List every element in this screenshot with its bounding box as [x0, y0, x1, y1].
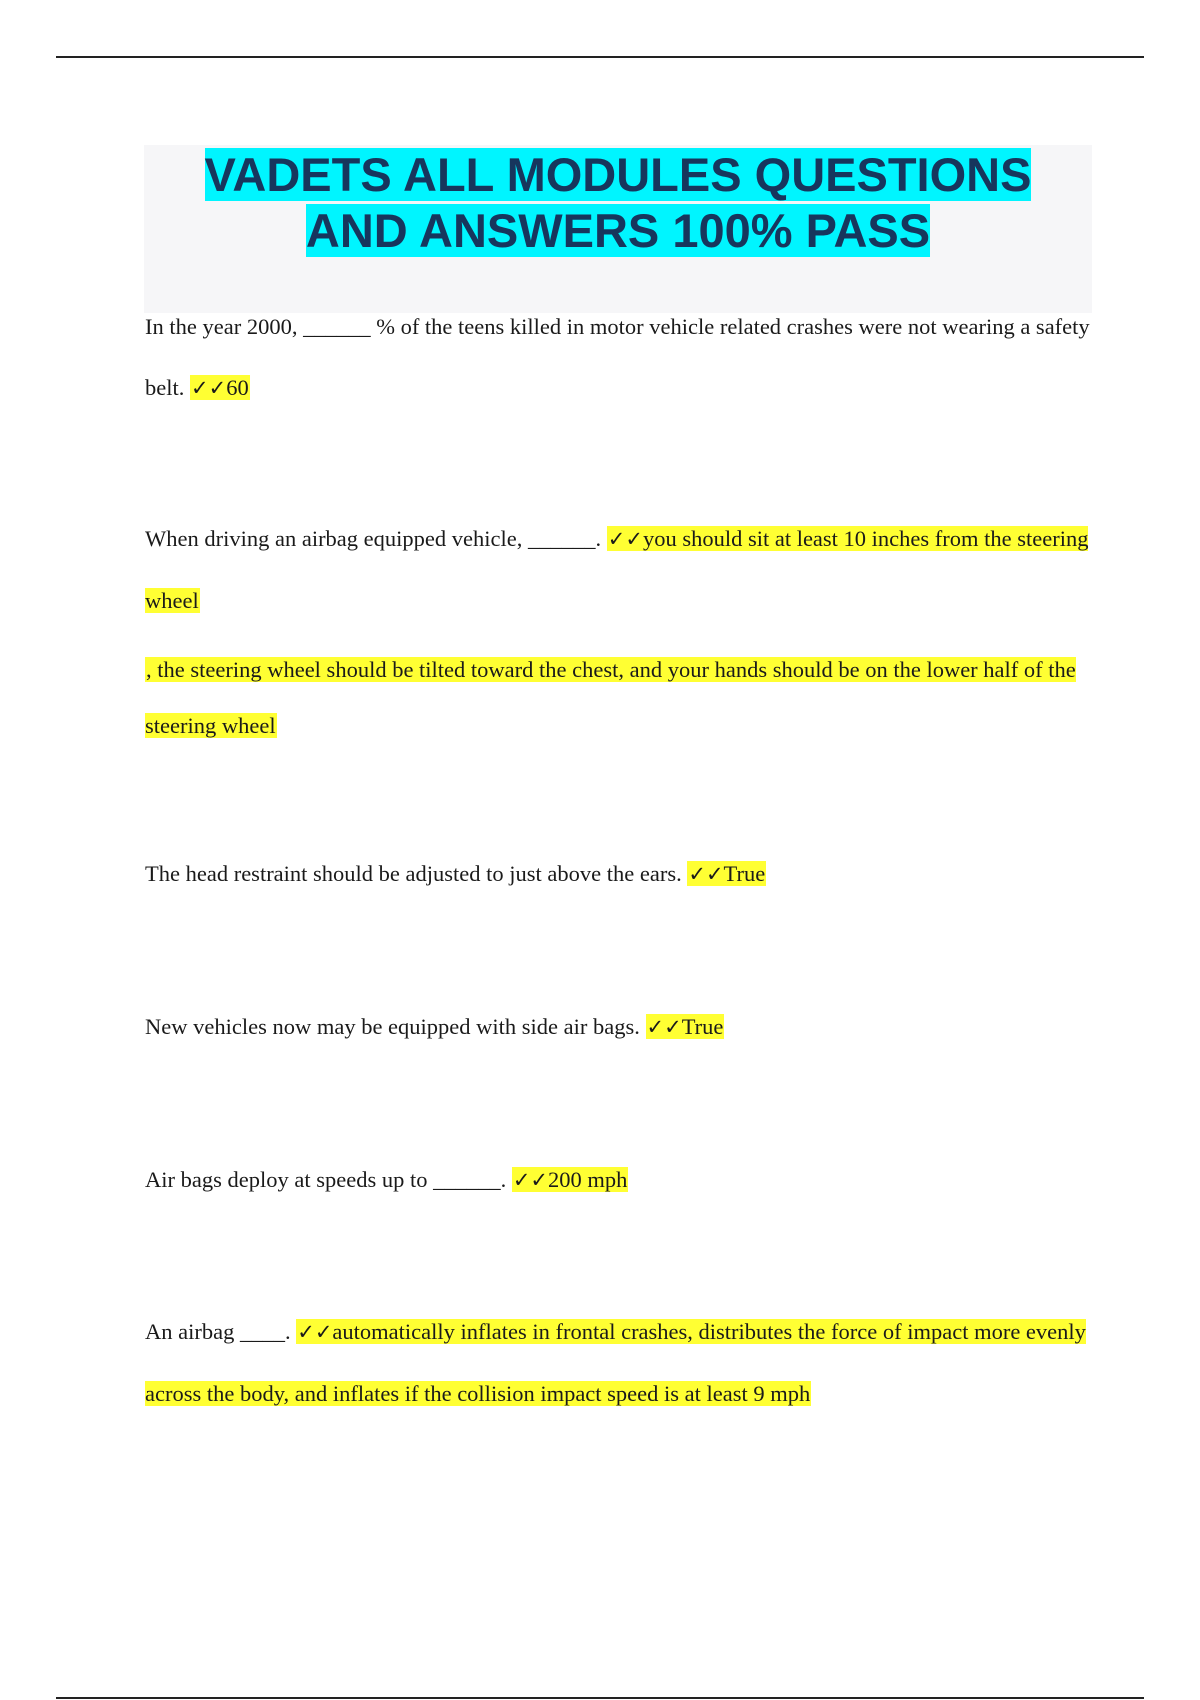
footer-rule [56, 1697, 1144, 1699]
title-line-1: VADETS ALL MODULES QUESTIONS [204, 148, 1032, 201]
answer-text: True [723, 861, 766, 886]
answer-highlight [646, 1014, 725, 1039]
title-band [144, 145, 1092, 313]
question-item [145, 996, 1095, 1058]
check-icon: ✓✓ [191, 376, 227, 400]
check-icon: ✓✓ [646, 1015, 682, 1039]
question-item [145, 296, 1095, 419]
question-text: In the year 2000, ______ % of the teens killed in motor vehicle related crashes were not wearing a safety belt. [145, 314, 1090, 400]
answer-text: 200 mph [548, 1167, 628, 1192]
question-item [145, 508, 1095, 631]
answer-text: , the steering wheel should be tilted toward the chest, and your hands should be on the lower half of the steering wheel [145, 657, 1076, 738]
answer-text: True [681, 1014, 724, 1039]
check-icon: ✓✓ [607, 527, 643, 551]
check-icon: ✓✓ [688, 862, 724, 886]
answer-text: you should sit at least 10 inches from the steering wheel [145, 526, 1089, 613]
answer-highlight [145, 657, 1076, 738]
answer-text: automatically inflates in frontal crashes, distributes the force of impact more evenly across the body, and inflates if the collision impact speed is at least 9 mph [145, 1319, 1086, 1406]
question-text: An airbag ____. [145, 1319, 297, 1344]
question-text: When driving an airbag equipped vehicle, ______. [145, 526, 607, 551]
answer-highlight [687, 861, 766, 886]
answer-highlight [512, 1167, 629, 1192]
document-title [144, 145, 1092, 259]
question-text: New vehicles now may be equipped with side air bags. [145, 1014, 646, 1039]
title-line-2: AND ANSWERS 100% PASS [305, 204, 931, 257]
answer-continuation [145, 642, 1095, 754]
answer-highlight [190, 375, 250, 400]
question-text: Air bags deploy at speeds up to ______. [145, 1167, 512, 1192]
question-item [145, 1301, 1095, 1424]
question-text: The head restraint should be adjusted to just above the ears. [145, 861, 688, 886]
check-icon: ✓✓ [297, 1320, 333, 1344]
question-item [145, 1149, 1095, 1211]
question-item [145, 843, 1095, 905]
answer-text: 60 [226, 375, 249, 400]
check-icon: ✓✓ [512, 1168, 549, 1192]
header-rule [56, 56, 1144, 58]
